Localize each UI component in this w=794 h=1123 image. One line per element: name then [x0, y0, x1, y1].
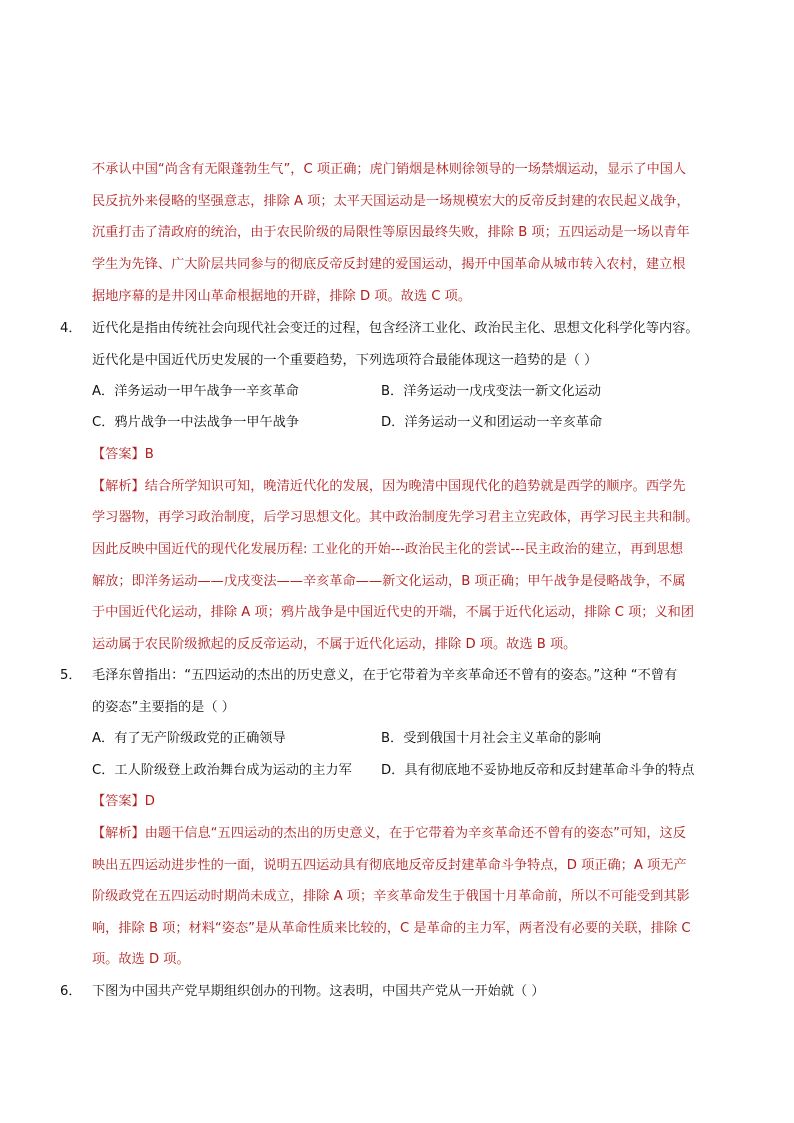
- q4-stem-line-1: 近代化是指由传统社会向现代社会变迁的过程，包含经济工业化、政治民主化、思想文化科学化等内容。: [92, 321, 699, 336]
- explain3-line-4: 学生为先锋、广大阶层共同参与的彻底反帝反封建的爱国运动，揭开中国革命从城市转入农村，建立根: [92, 257, 686, 272]
- q4-option-c: C．鸦片战争一中法战争一甲午战争: [92, 415, 300, 430]
- q5-option-b: B．受到俄国十月社会主义革命的影响: [381, 731, 602, 746]
- q5-option-a: A．有了无产阶级政党的正确领导: [92, 731, 286, 746]
- q6-number: 6．: [60, 984, 82, 999]
- q4-answer-value: B: [144, 447, 154, 462]
- explain3-line-2: 民反抗外来侵略的坚强意志，排除 A 项；太平天国运动是一场规模宏大的反帝反封建的农民起义战争，: [92, 194, 690, 209]
- q5-option-d: D．具有彻底地不妥协地反帝和反封建革命斗争的特点: [381, 763, 695, 778]
- q4-analysis-line-5: 于中国近代化运动，排除 A 项；鸦片战争是中国近代史的开端，不属于近代化运动，排除 C 项；义和团: [92, 605, 695, 620]
- q4-stem-line-2: 近代化是中国近代历史发展的一个重要趋势，下列选项符合最能体现这一趋势的是（ ）: [92, 353, 598, 368]
- q4-answer: [92, 445, 154, 465]
- q5-analysis-tag: 【解析】: [92, 826, 145, 841]
- q5-answer-tag: 【答案】: [92, 794, 145, 809]
- q5-analysis-line-3: 阶级政党在五四运动时期尚未成立，排除 A 项；辛亥革命发生于俄国十月革命前，所以不可能受到其影: [92, 889, 690, 904]
- q5-answer: [92, 792, 155, 812]
- q6-stem: 下图为中国共产党早期组织创办的刊物。这表明，中国共产党从一开始就（ ）: [92, 984, 545, 999]
- q5-stem-line-1: 毛泽东曾指出：“五四运动的杰出的历史意义，在于它带着为辛亥革命还不曾有的姿态。”这种 “不曾有: [92, 668, 678, 683]
- explain3-line-5: 据地序幕的是井冈山革命根据地的开辟，排除 D 项。故选 C 项。: [92, 289, 472, 304]
- q5-number: 5．: [60, 668, 82, 683]
- q4-analysis-line-2: 学习器物，再学习政治制度，后学习思想文化。其中政治制度先学习君主立宪政体，再学习民主共和制。: [92, 510, 699, 525]
- q5-analysis-line-5: 项。故选 D 项。: [92, 952, 190, 967]
- q4-option-b: B．洋务运动一戊戌变法一新文化运动: [381, 384, 602, 399]
- q5-analysis-line-2: 映出五四运动进步性的一面，说明五四运动具有彻底地反帝反封建革命斗争特点，D 项正确；A 项无产: [92, 858, 687, 873]
- explain3-line-3: 沉重打击了清政府的统治，由于农民阶级的局限性等原因最终失败，排除 B 项；五四运动是一场以青年: [92, 225, 690, 240]
- explain3-line-1: 不承认中国“尚含有无限蓬勃生气”，C 项正确；虎门销烟是林则徐领导的一场禁烟运动，显示了中国人: [92, 162, 687, 177]
- q4-analysis-line-4: 解放；即洋务运动——戊戌变法——辛亥革命——新文化运动，B 项正确；甲午战争是侵略战争，不属: [92, 574, 686, 589]
- q5-analysis-line-4: 响，排除 B 项；材料“姿态”是从革命性质来比较的，C 是革命的主力军，两者没有必要的关联，排除 C: [92, 921, 691, 936]
- q4-analysis-first: 结合所学知识可知，晚清近代化的发展，因为晚清中国现代化的趋势就是西学的顺序。西学先: [144, 479, 686, 494]
- q4-option-d: D．洋务运动一义和团运动一辛亥革命: [381, 415, 603, 430]
- q5-option-c: C．工人阶级登上政治舞台成为运动的主力军: [92, 763, 352, 778]
- q4-analysis-line-1: [92, 477, 685, 497]
- q5-answer-value: D: [144, 794, 155, 809]
- q4-answer-tag: 【答案】: [92, 447, 145, 462]
- q4-analysis-tag: 【解析】: [92, 479, 145, 494]
- q4-analysis-line-6: 运动属于农民阶级掀起的反反帝运动，不属于近代化运动，排除 D 项。故选 B 项。: [92, 637, 577, 652]
- q4-option-a: A．洋务运动一甲午战争一辛亥革命: [92, 384, 299, 399]
- q4-number: 4．: [60, 321, 82, 336]
- q5-analysis-line-1: [92, 824, 686, 844]
- q4-analysis-line-3: 因此反映中国近代的现代化发展历程: 工业化的开始---政治民主化的尝试---民主政治的建立，再到思想: [92, 542, 684, 557]
- q5-analysis-first: 由题干信息“五四运动的杰出的历史意义，在于它带着为辛亥革命还不曾有的姿态”可知，这反: [144, 826, 686, 841]
- q5-stem-line-2: 的姿态”主要指的是（ ）: [92, 700, 235, 715]
